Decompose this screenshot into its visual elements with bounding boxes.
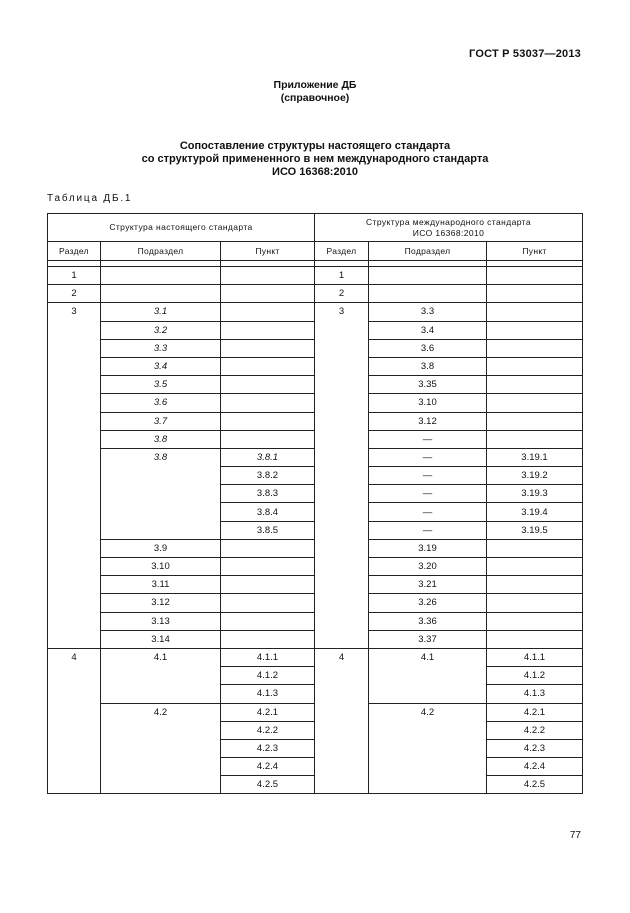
table-row: [48, 648, 583, 666]
point-cell: 4.2.2: [221, 721, 315, 739]
subsection-cell: 3.21: [369, 576, 487, 594]
section-cell: 3: [48, 303, 101, 649]
point-cell: 3.8.3: [221, 485, 315, 503]
title-line-1: Сопоставление структуры настоящего стандарта: [179, 140, 451, 152]
subsection-cell: —: [369, 467, 487, 485]
group-header-right: [315, 214, 583, 242]
subsection-cell: 3.11: [101, 576, 221, 594]
column-header: Пункт: [221, 242, 315, 261]
subsection-cell: 3.8: [369, 357, 487, 375]
point-cell: 4.2.1: [221, 703, 315, 721]
point-cell: 4.2.3: [487, 739, 583, 757]
point-cell: 4.2.4: [487, 758, 583, 776]
point-cell: 4.2.1: [487, 703, 583, 721]
column-header: Подраздел: [101, 242, 221, 261]
subsection-cell: 3.10: [101, 558, 221, 576]
point-cell: 4.2.2: [487, 721, 583, 739]
title-line-2: со структурой примененного в нем международного стандарта: [141, 153, 489, 165]
point-cell: 4.2.5: [221, 776, 315, 794]
subsection-cell: 3.6: [369, 339, 487, 357]
point-cell: 3.8.2: [221, 467, 315, 485]
subsection-cell: 3.7: [101, 412, 221, 430]
point-cell: 3.8.1: [221, 448, 315, 466]
point-cell: 3.19.4: [487, 503, 583, 521]
title-line-3: ИСО 16368:2010: [272, 166, 358, 178]
subsection-cell: 3.35: [369, 376, 487, 394]
column-header: Раздел: [315, 242, 369, 261]
subsection-cell: 3.14: [101, 630, 221, 648]
comparison-table: [47, 213, 583, 794]
point-cell: 3.19.5: [487, 521, 583, 539]
column-header: Пункт: [487, 242, 583, 261]
table-label: Таблица ДБ.1: [47, 193, 133, 204]
subsection-cell: —: [369, 521, 487, 539]
subsection-cell: 3.36: [369, 612, 487, 630]
group-header-right-line1: Структура международного стандарта: [366, 216, 531, 227]
subsection-cell: 4.1: [101, 648, 221, 703]
point-cell: 3.8.4: [221, 503, 315, 521]
appendix-subtitle: (справочное): [280, 92, 350, 104]
subsection-cell: 3.5: [101, 376, 221, 394]
point-cell: 3.8.5: [221, 521, 315, 539]
section-cell: 2: [48, 285, 101, 303]
subsection-cell: 3.3: [369, 303, 487, 321]
subsection-cell: 3.20: [369, 558, 487, 576]
point-cell: 4.1.2: [221, 667, 315, 685]
subsection-cell: 3.9: [101, 539, 221, 557]
subsection-cell: 3.1: [101, 303, 221, 321]
subsection-cell: 4.2: [369, 703, 487, 794]
subsection-cell: —: [369, 448, 487, 466]
column-header: Раздел: [48, 242, 101, 261]
subsection-cell: 3.26: [369, 594, 487, 612]
point-cell: 4.2.3: [221, 739, 315, 757]
subsection-cell: 3.19: [369, 539, 487, 557]
document-title: [0, 140, 630, 179]
point-cell: 4.1.2: [487, 667, 583, 685]
section-cell: 4: [48, 648, 101, 794]
subsection-cell: 3.37: [369, 630, 487, 648]
subsection-cell: —: [369, 503, 487, 521]
point-cell: 4.1.1: [487, 648, 583, 666]
subsection-cell: 3.10: [369, 394, 487, 412]
page-number: 77: [569, 830, 581, 841]
subsection-cell: 3.8: [101, 430, 221, 448]
appendix-title: Приложение ДБ: [273, 79, 357, 91]
section-cell: 4: [315, 648, 369, 794]
subsection-cell: 3.4: [369, 321, 487, 339]
subsection-cell: —: [369, 430, 487, 448]
subsection-cell: 3.8: [101, 448, 221, 539]
point-cell: 4.2.5: [487, 776, 583, 794]
section-cell: 3: [315, 303, 369, 649]
table-row: [48, 267, 583, 285]
document-header: ГОСТ Р 53037—2013: [469, 48, 581, 60]
subsection-cell: 3.3: [101, 339, 221, 357]
point-cell: 4.1.1: [221, 648, 315, 666]
point-cell: 3.19.1: [487, 448, 583, 466]
section-cell: 1: [315, 267, 369, 285]
subsection-cell: 3.13: [101, 612, 221, 630]
section-cell: 2: [315, 285, 369, 303]
table-row: [48, 285, 583, 303]
subsection-cell: 3.2: [101, 321, 221, 339]
subsection-cell: 3.4: [101, 357, 221, 375]
point-cell: 4.2.4: [221, 758, 315, 776]
point-cell: 3.19.2: [487, 467, 583, 485]
group-header-left: Структура настоящего стандарта: [48, 214, 315, 242]
subsection-cell: 4.2: [101, 703, 221, 794]
subsection-cell: 3.12: [101, 594, 221, 612]
subsection-cell: 4.1: [369, 648, 487, 703]
point-cell: 4.1.3: [221, 685, 315, 703]
point-cell: 4.1.3: [487, 685, 583, 703]
subsection-cell: 3.6: [101, 394, 221, 412]
table-row: [48, 303, 583, 321]
group-header-right-line2: ИСО 16368:2010: [412, 227, 485, 238]
subsection-cell: —: [369, 485, 487, 503]
subsection-cell: 3.12: [369, 412, 487, 430]
section-cell: 1: [48, 267, 101, 285]
column-header: Подраздел: [369, 242, 487, 261]
appendix-heading: [0, 79, 630, 105]
point-cell: 3.19.3: [487, 485, 583, 503]
